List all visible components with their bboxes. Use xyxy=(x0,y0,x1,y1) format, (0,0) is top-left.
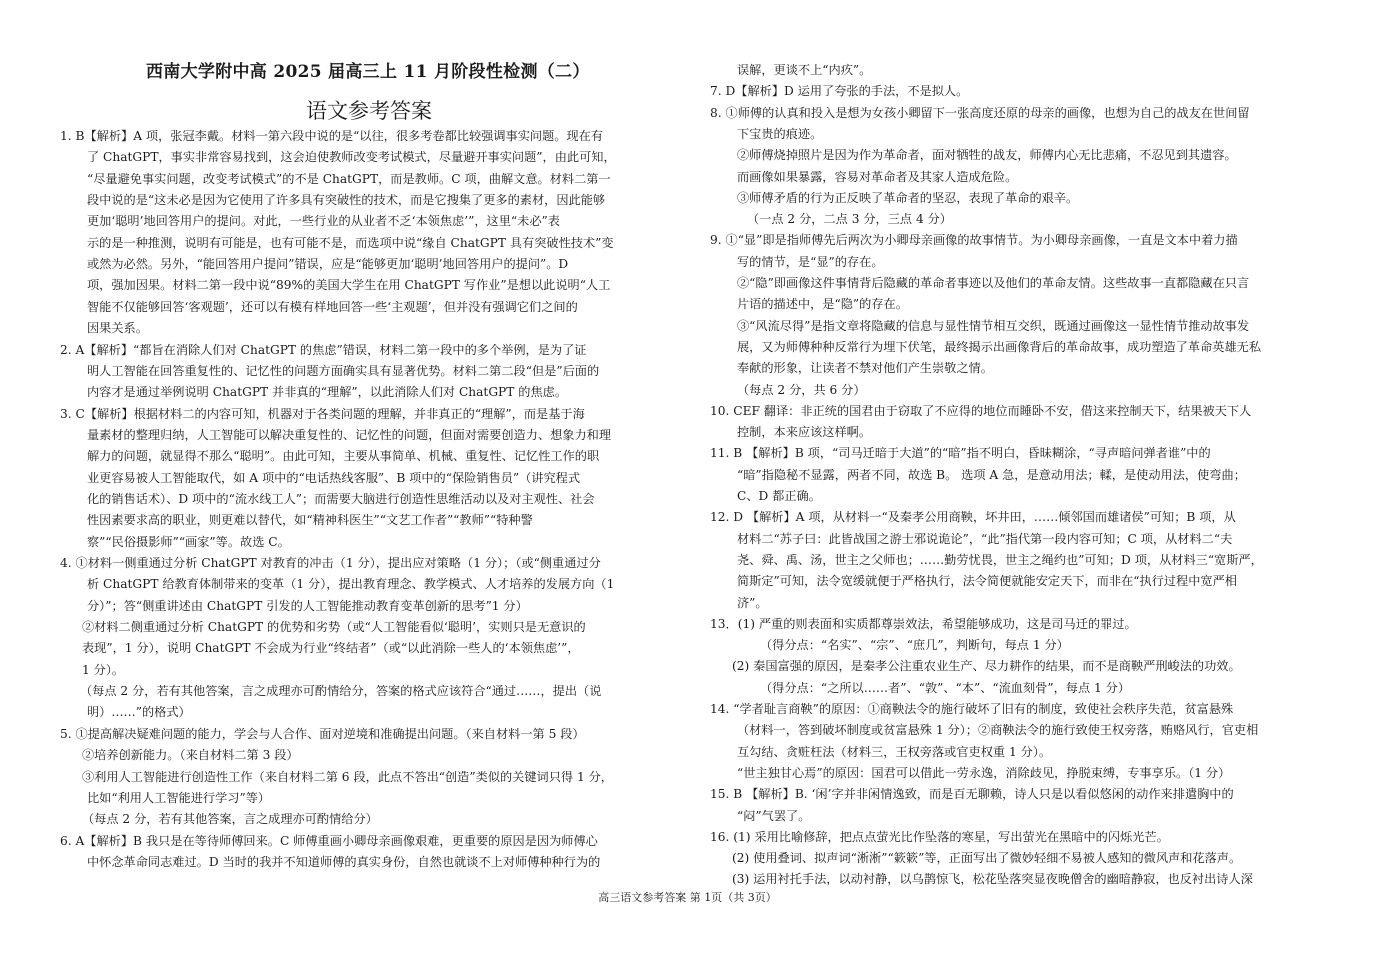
answer-text-line: 13．(1) 严重的则表面和实质都尊崇效法，希望能够成功，这是司马迁的罪过。 xyxy=(710,617,1137,631)
answer-text-line: 下宝贵的痕迹。 xyxy=(737,127,823,141)
answer-text-line: ③师傅矛盾的行为正反映了革命者的坚忍，表现了革命的艰辛。 xyxy=(737,191,1079,205)
answer-text-line: 明人工智能在回答重复性的、记忆性的问题方面确实具有显著优势。材料二第二段“但是”后面的 xyxy=(87,364,600,378)
answer-text-line: (2) 使用叠词、拟声词“淅淅”“簌簌”等，正面写出了微妙轻细不易被人感知的微风声和花落声。 xyxy=(732,851,1242,865)
answer-text-line: 示的是一种推测，说明有可能是，也有可能不是，而选项中说“缘自 ChatGPT 具有突破性技术”变 xyxy=(87,236,614,250)
answer-text-line: 解力的问题，就显得不那么“聪明”。由此可知，主要从事简单、机械、重复性、记忆性工作的职 xyxy=(87,449,600,463)
answer-text-line: 误解，更谈不上“内疚”。 xyxy=(737,63,872,77)
answer-text-line: 3. C【解析】根据材料二的内容可知，机器对于各类问题的理解，并非真正的“理解”，而是基于海 xyxy=(60,407,585,421)
answer-text-line: 材料二“苏子曰：此皆战国之游士邪说诡论”，“此”指代第一段内容可知；C 项，从材料二“夫 xyxy=(737,532,1233,546)
answer-text-line: 1 分）。 xyxy=(82,663,125,677)
answer-text-line: 简斯定”可知，法令宽缓就便于严格执行，法令简便就能安定天下，而非在“执行过程中宽严相 xyxy=(737,574,1237,588)
answer-text-line: 比如“利用人工智能进行学习”等） xyxy=(87,791,271,805)
answer-text-line: 11. B 【解析】B 项，“司马迁暗于大道”的“暗”指不明白，昏昧糊涂，“寻声暗问弹者谁”中的 xyxy=(710,446,1211,460)
answer-text-line: （每点 2 分，若有其他答案，言之成理亦可酌情给分） xyxy=(82,812,378,826)
answer-text-line: (2) 秦国富强的原因，是秦孝公注重农业生产、尽力耕作的结果，而不是商鞅严刑峻法的功效。 xyxy=(732,659,1241,673)
answer-text-line: 表现”，1 分），说明 ChatGPT 不会成为行业“终结者”（或“以此消除一些人的‘本领焦虑’”， xyxy=(82,641,580,655)
answer-text-line: 8. ①师傅的认真和投入是想为女孩小卿留下一张高度还原的母亲的画像，也想为自己的战友在世间留 xyxy=(710,106,1250,120)
answer-text-line: 控制，本来应该这样啊。 xyxy=(737,425,872,439)
answer-text-line: 化的销售话术）、D 项中的“流水线工人”；而需要大脑进行创造性思维活动以及对主观性、社会 xyxy=(87,492,595,506)
answer-text-line: “尽量避免事实问题，改变考试模式”的不是 ChatGPT，而是教师。C 项，曲解文意。材料二第一 xyxy=(87,172,611,186)
answer-text-line: 性因素要求高的职业，则更难以替代，如“精神科医生”“文艺工作者”“教师”“特种警 xyxy=(87,513,533,527)
answer-text-line: ③利用人工智能进行创造性工作（来自材料二第 6 段，此点不答出“创造”类似的关键词只得 1 分， xyxy=(82,770,613,784)
answer-text-line: 14. “学者耻言商鞅”的原因：①商鞅法令的施行破坏了旧有的制度，致使社会秩序失范，贫富悬殊 xyxy=(710,702,1234,716)
answer-text-line: 15. B 【解析】B. ‘闲’字并非闲情逸致，而是百无聊赖，诗人只是以看似悠闲的动作来排遣胸中的 xyxy=(710,787,1234,801)
page-footer: 高三语文参考答案 第 1页（共 3页） xyxy=(598,891,777,904)
answer-text-line: ②培养创新能力。（来自材料二第 3 段） xyxy=(82,748,299,762)
answer-text-line: 内容才是通过举例说明 ChatGPT 并非真的“理解”，以此消除人们对 ChatGPT 的焦虑。 xyxy=(87,385,568,399)
answer-text-line: “世主独甘心焉”的原因：国君可以借此一劳永逸，消除歧见，挣脱束缚，专事享乐。（1 分） xyxy=(737,766,1231,780)
answer-text-line: 分）”；答“侧重讲述由 ChatGPT 引发的人工智能推动教育变革创新的思考”1 分） xyxy=(87,599,528,613)
answer-text-line: 或然为必然。另外，“能回答用户提问”错误，应是“能够更加‘聪明’地回答用户的提问”。D xyxy=(87,257,569,271)
answer-text-line: 2. A【解析】“都旨在消除人们对 ChatGPT 的焦虑”错误，材料二第一段中的多个举例，是为了证 xyxy=(60,343,587,357)
answer-text-line: 业更容易被人工智能取代，如 A 项中的“电话热线客服”、B 项中的“保险销售员”（讲究程式 xyxy=(87,471,581,485)
answer-text-line: 6. A【解析】B 我只是在等待师傅回来。C 师傅重画小卿母亲画像艰难，更重要的原因是因为师傅心 xyxy=(60,834,598,848)
answer-text-line: （材料一，答到破坏制度或贫富悬殊 1 分）；②商鞅法令的施行致使王权旁落，贿赂风行，官吏相 xyxy=(737,723,1259,737)
answer-text-line: 析 ChatGPT 给教育体制带来的变革（1 分），提出教育理念、教学模式、人才培养的发展方向（1 xyxy=(87,577,615,591)
answer-text-line: 4. ①材料一侧重通过分析 ChatGPT 对教育的冲击（1 分），提出应对策略（1 分）；（或“侧重通过分 xyxy=(60,556,601,570)
answer-text-line: （得分点：“名实”、“宗”、“庶几”，判断句，每点 1 分） xyxy=(760,638,1069,652)
answer-text-line: 项，强加因果。材料二第一段中说“89%的美国大学生在用 ChatGPT 写作业”是想以此说明“人工 xyxy=(87,278,611,292)
page-subtitle: 语文参考答案 xyxy=(306,99,432,123)
answer-text-line: 16. (1) 采用比喻修辞，把点点萤光比作坠落的寒星，写出萤光在黑暗中的闪烁光芒。 xyxy=(710,830,1169,844)
answer-text-line: 奉献的形象，让读者不禁对他们产生崇敬之情。 xyxy=(737,361,993,375)
answer-text-line: 7. D【解析】D 运用了夸张的手法，不是拟人。 xyxy=(710,84,969,98)
answer-text-line: （每点 2 分，共 6 分） xyxy=(737,383,866,397)
answer-text-line: ②师傅烧掉照片是因为作为革命者，面对牺牲的战友，师傅内心无比悲痛，不忍见到其遗容。 xyxy=(737,148,1237,162)
answer-text-line: 5. ①提高解决疑难问题的能力，学会与人合作、面对逆境和准确提出问题。（来自材料一第 5 段） xyxy=(60,727,585,741)
answer-text-line: 量素材的整理归纳，人工智能可以解决重复性的、记忆性的问题，但面对需要创造力、想象力和理 xyxy=(87,428,612,442)
answer-text-line: 而画像如果暴露，容易对革命者及其家人造成危险。 xyxy=(737,170,1018,184)
answer-text-line: 因果关系。 xyxy=(87,321,148,335)
answer-text-line: 智能不仅能够回答‘客观题’，还可以有模有样地回答一些‘主观题’，但并没有强调它们之间的 xyxy=(87,300,578,314)
answer-text-line: 1. B【解析】A 项，张冠李戴。材料一第六段中说的是“以往，很多考卷都比较强调事实问题。现在有 xyxy=(60,129,604,143)
answer-text-line: ②材料二侧重通过分析 ChatGPT 的优势和劣势（或“人工智能看似‘聪明’，实则只是无意识的 xyxy=(82,620,586,634)
answer-text-line: 察”“民俗摄影师”“画家”等。故选 C。 xyxy=(87,535,290,549)
answer-text-line: 尧、舜、禹、汤，世主之父师也；……勤劳忧畏，世主之绳约也”可知；D 项，从材料三“宽斯严， xyxy=(737,553,1263,567)
answer-text-line: 中怀念革命同志难过。D 当时的我并不知道师傅的真实身份，自然也就谈不上对师傅种种行为的 xyxy=(87,855,601,869)
answer-text-line: （每点 2 分，若有其他答案，言之成理亦可酌情给分，答案的格式应该符合“通过……，提出（说 xyxy=(80,684,602,698)
answer-text-line: 展，又为师傅种种反常行为埋下伏笔，最终揭示出画像背后的革命故事，成功塑造了革命英雄无私 xyxy=(737,340,1262,354)
answer-text-line: 片语的描述中，是“隐”的存在。 xyxy=(737,297,908,311)
answer-text-line: ②“隐”即画像这件事情背后隐藏的革命者事迹以及他们的革命友情。这些故事一直都隐藏在只言 xyxy=(737,276,1250,290)
answer-text-line: 更加‘聪明’地回答用户的提问。对此，一些行业的从业者不乏‘本领焦虑’”，这里“未必”表 xyxy=(87,214,560,228)
answer-text-line: （得分点：“之所以……者”、“敦”、“本”、“流血刻骨”，每点 1 分） xyxy=(760,681,1131,695)
answer-text-line: （一点 2 分，二点 3 分，三点 4 分） xyxy=(747,212,952,226)
answer-text-line: 互勾结、贪赃枉法（材料三，王权旁落或官吏权重 1 分）。 xyxy=(737,745,1052,759)
answer-text-line: 段中说的是“这未必是因为它使用了许多具有突破性的技术，而是它搜集了更多的素材，因此能够 xyxy=(87,193,606,207)
answer-text-line: 了 ChatGPT，事实非常容易找到，这会迫使教师改变考试模式，尽量避开事实问题”，由此可知， xyxy=(87,150,616,164)
answer-text-line: 明）……”的格式） xyxy=(87,705,191,719)
answer-text-line: “闷”气罢了。 xyxy=(737,809,811,823)
answer-text-line: 写的情节，是“显”的存在。 xyxy=(737,255,884,269)
answer-text-line: 9. ①“显”即是指师傅先后两次为小卿母亲画像的故事情节。为小卿母亲画像，一直是文本中着力描 xyxy=(710,233,1238,247)
answer-text-line: 12. D 【解析】A 项，从材料一“及秦孝公用商鞅，坏井田，……倾邻国而雄诸侯”可知；B 项，从 xyxy=(710,510,1236,524)
answer-text-line: C、D 都正确。 xyxy=(737,489,821,503)
answer-text-line: (3) 运用衬托手法，以动衬静，以乌鹊惊飞，松花坠落突显夜晚僧舍的幽暗静寂，也反衬出诗人深 xyxy=(732,872,1253,886)
answer-text-line: “暗”指隐秘不显露，两者不同，故选 B。 选项 A 急，是意动用法；輮，是使动用法，使弯曲； xyxy=(737,468,1246,482)
page-title: 西南大学附中高 2025 届高三上 11 月阶段性检测（二） xyxy=(146,62,590,82)
answer-text-line: 10. CEF 翻译：非正统的国君由于窃取了不应得的地位而睡卧不安，借这来控制天下，结果被天下人 xyxy=(710,404,1252,418)
answer-text-line: 济”。 xyxy=(737,596,768,610)
answer-text-line: ③“风流尽得”是指文章将隐藏的信息与显性情节相互交织，既通过画像这一显性情节推动故事发 xyxy=(737,319,1250,333)
